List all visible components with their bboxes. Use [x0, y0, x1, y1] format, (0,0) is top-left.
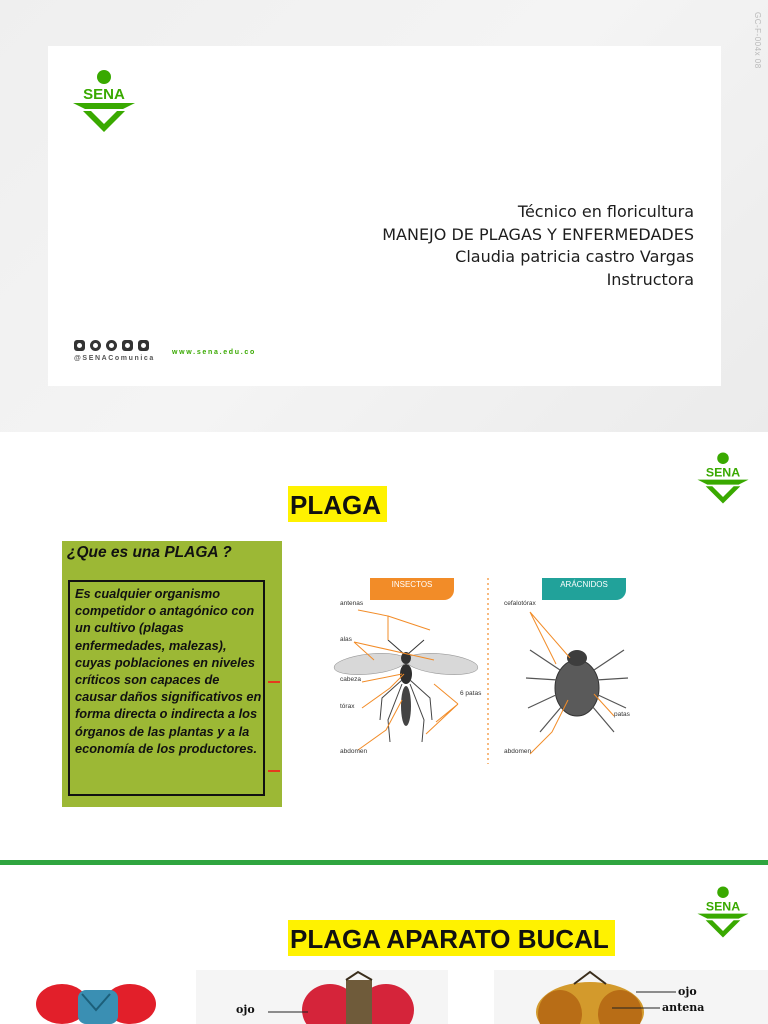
instructor-name: Claudia patricia castro Vargas [455, 247, 694, 266]
arrow-marker [268, 770, 280, 772]
label-alas: alas [340, 636, 352, 643]
social-icons [74, 340, 149, 351]
insects-header: INSECTOS [370, 578, 454, 600]
fly-head-left [36, 984, 156, 1024]
instructor-role: Instructora [606, 269, 694, 289]
website-link[interactable]: www.sena.edu.co [172, 349, 256, 356]
cover-title [382, 201, 694, 291]
course-name: MANEJO DE PLAGAS Y ENFERMEDADES [382, 224, 694, 244]
form-code: GC-F-004x 08 [753, 12, 762, 69]
label-torax: tórax [340, 703, 355, 710]
social-handle: @SENAComunica [74, 355, 155, 362]
fly-head-center [196, 970, 448, 1024]
youtube-icon[interactable] [122, 340, 133, 351]
insect-illustration [333, 640, 479, 742]
label-antenas: antenas [340, 600, 364, 607]
sena-logo-text: SENA [83, 86, 125, 103]
anatomy-drawing [330, 570, 638, 772]
arachnid-illustration [526, 650, 628, 732]
anatomy-diagram [330, 570, 638, 772]
facebook-icon[interactable] [90, 340, 101, 351]
arachnids-header: ARÁCNIDOS [542, 578, 626, 600]
label-abdomen-arachnid: abdomen [504, 748, 532, 755]
sena-logo [70, 68, 138, 134]
definition-text: Es cualquier organismo competidor o antagónico con un cultivo (plagas enfermedades, malezas), cuyas poblaciones en niveles críticos son capaces de causar daños significativos en forma directa o indirecta a los órganos de las plantas y a la economía de los productores. [68, 580, 265, 796]
definition-question: ¿Que es una PLAGA ? [67, 544, 232, 561]
program-name: Técnico en floricultura [517, 202, 694, 221]
sena-logo-text: SENA [705, 465, 741, 480]
label-ojo-right: ojo [678, 985, 697, 998]
plaga-slide [0, 432, 768, 860]
slide-title: PLAGA [288, 486, 387, 522]
instagram-icon[interactable] [74, 340, 85, 351]
linkedin-icon[interactable] [138, 340, 149, 351]
sena-logo-text: SENA [705, 899, 741, 914]
mouthpart-illustrations [0, 970, 768, 1024]
twitter-icon[interactable] [106, 340, 117, 351]
slide-title: PLAGA APARATO BUCAL [288, 920, 615, 956]
label-abdomen-insect: abdomen [340, 748, 368, 755]
sena-logo [695, 450, 751, 506]
label-patas: patas [614, 711, 630, 718]
label-antena-right: antena [662, 1001, 705, 1014]
label-cefalotorax: cefalotórax [504, 600, 536, 607]
sena-logo [695, 884, 751, 940]
cover-slide [0, 0, 768, 432]
aparato-bucal-slide [0, 860, 768, 1024]
label-ojo-center: ojo [236, 1003, 255, 1016]
label-6-patas: 6 patas [460, 690, 482, 697]
definition-box [62, 541, 282, 807]
fly-head-right [494, 970, 768, 1024]
arrow-marker [268, 681, 280, 683]
slide-divider [0, 860, 768, 865]
label-cabeza: cabeza [340, 676, 361, 683]
